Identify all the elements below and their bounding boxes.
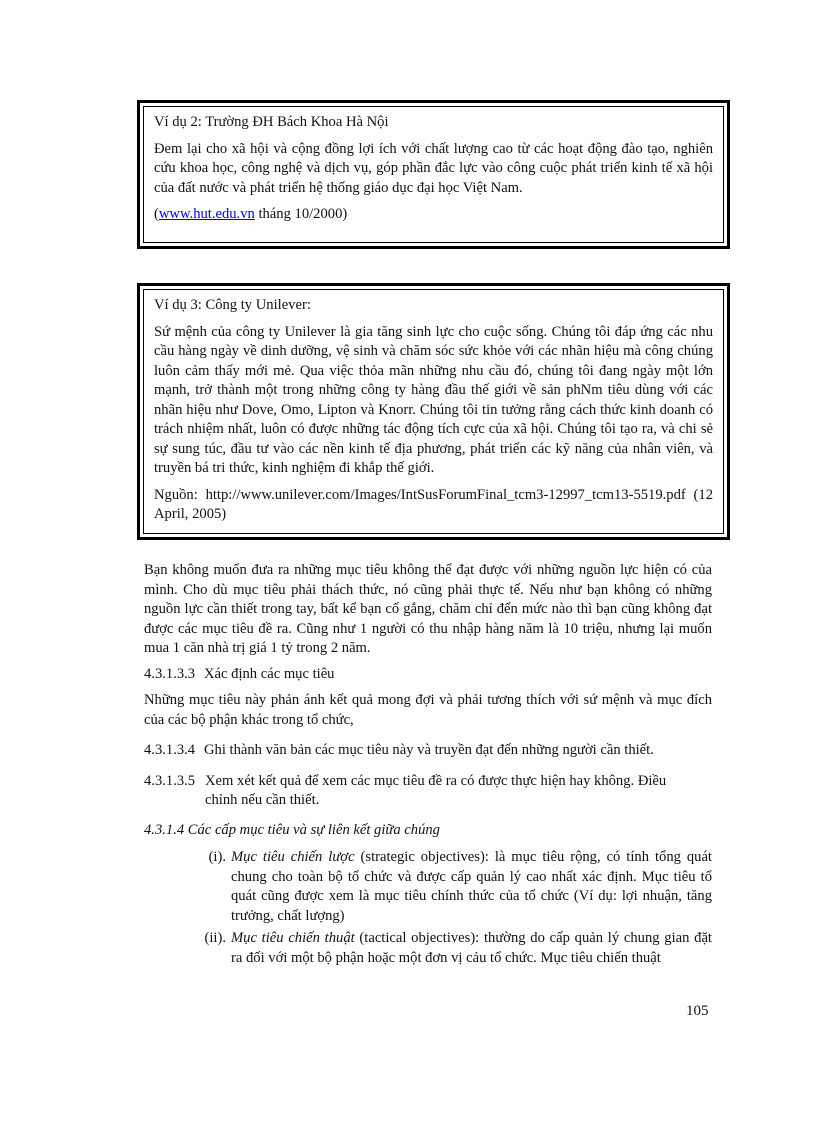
section-number-4-3-1-3-5: 4.3.1.3.5: [144, 773, 196, 789]
body-paragraph-objectives: [144, 691, 712, 730]
list-item-strategic: [231, 848, 712, 926]
section-text-review-results: Xem xét kết quả để xem các mục tiêu đề ra có được thực hiện hay không. Điều: [205, 773, 667, 789]
example-box-unilever: [137, 283, 730, 540]
page-number: 105: [686, 1003, 709, 1019]
example-box-hut: [137, 100, 730, 249]
box-source: Nguồn: http://www.unilever.com/Images/IntSusForumFinal_tcm3-12997_tcm13-5519.pdf (12 April, 2005): [154, 486, 713, 522]
paragraph-text: Những mục tiêu này phản ánh kết quả mong đợi và phải tương thích với sứ mệnh và mục đích của các bộ phận khác trong tổ chức,: [144, 692, 712, 728]
list-item-tactical: [231, 929, 712, 968]
item-text: (strategic objectives): là mục tiêu rộng, có tính tổng quát chung cho toàn bộ tổ chức và được cấp quản lý cao nhất xác định. Mục tiêu tổ quát cũng được xem là mục tiêu chính thức của tổ chức (Ví dụ: lợi nhuận, tăng trưởng, chất lượng): [231, 849, 712, 924]
box-title: Ví dụ 3: Công ty Unilever:: [154, 297, 311, 313]
list-marker-ii: (ii).: [204, 930, 226, 946]
section-number-4-3-1-3-3: 4.3.1.3.3: [144, 666, 196, 682]
term-strategic: Mục tiêu chiến lược: [231, 849, 355, 865]
box-title: Ví dụ 2: Trường ĐH Bách Khoa Hà Nội: [154, 114, 389, 130]
subsection-heading-objective-levels: 4.3.1.4 Các cấp mục tiêu và sự liên kết giữa chúng: [144, 822, 440, 838]
box-text: Đem lại cho xã hội và cộng đồng lợi ích với chất lượng cao từ các hoạt động đào tạo, nghiên cứu khoa học, công nghệ và dịch vụ, góp phần đắc lực vào công cuộc phát triển kinh tế xã hội của đất nước và phát triển hệ thống giáo dục đại học Việt Nam.: [154, 140, 713, 196]
box-text: Sứ mệnh của công ty Unilever là gia tăng sinh lực cho cuộc sống. Chúng tôi đáp ứng các nhu cầu hàng ngày về dinh dưỡng, vệ sinh và chăm sóc sức khỏe với các nhãn hiệu mà công chúng luôn cảm thấy mới mẻ. Qua việc thỏa mãn những nhu cầu đó, chúng tôi đang ngày một lớn mạnh, trở thành một trong những công ty hàng đầu thế giới về sản phNm tiêu dùng với các nhãn hiệu như Dove, Omo, Lipton và Knorr. Chúng tôi tin tưởng rằng cách thức kinh doanh có trách nhiệm nhất, luôn có được những tác động tích cực của xã hội. Chúng tôi tạo ra, và chi sẻ sự sung túc, đầu tư vào các nền kinh tế địa phương, phát triển các kỹ năng của nhân viên, và truyền bá tri thức, kinh nghiệm đi khắp thế giới.: [154, 323, 713, 476]
section-number-4-3-1-3-4: 4.3.1.3.4: [144, 742, 196, 758]
section-text-write-objectives: Ghi thành văn bản các mục tiêu này và truyền đạt đến những người cần thiết.: [204, 742, 654, 758]
body-paragraph-resources: [144, 561, 712, 659]
source-paren: (: [154, 206, 159, 222]
section-text-review-results-cont: chỉnh nếu cần thiết.: [205, 792, 320, 808]
box-content: [154, 296, 713, 532]
term-tactical: Mục tiêu chiến thuật: [231, 930, 355, 946]
section-title-determine-objectives: Xác định các mục tiêu: [204, 666, 335, 682]
item-text: (tactical objectives): thường do cấp quản lý chung gian đặt ra đối với một bộ phận hoặc một đơn vị cảu tổ chức. Mục tiêu chiến thuật: [231, 930, 712, 966]
hut-link[interactable]: www.hut.edu.vn: [158, 206, 255, 222]
source-tail: tháng 10/2000): [254, 206, 348, 222]
paragraph-text: Bạn không muốn đưa ra những mục tiêu không thể đạt được với những nguồn lực hiện có của mình. Cho dù mục tiêu phải thách thức, nó cũng phải thực tế. Nếu như bạn không có những nguồn lực cần thiết trong tay, bất kể bạn cố gắng, chăm chỉ đến mức nào thì bạn cũng không đạt được các mục tiêu đề ra. Cũng như 1 người có thu nhập hàng năm là 10 triệu, nhưng lại muốn mua 1 căn nhà trị giá 1 tỷ trong 2 năm.: [144, 562, 712, 656]
list-marker-i: (i).: [208, 849, 226, 865]
box-content: [154, 113, 713, 232]
box-source: [154, 205, 713, 225]
